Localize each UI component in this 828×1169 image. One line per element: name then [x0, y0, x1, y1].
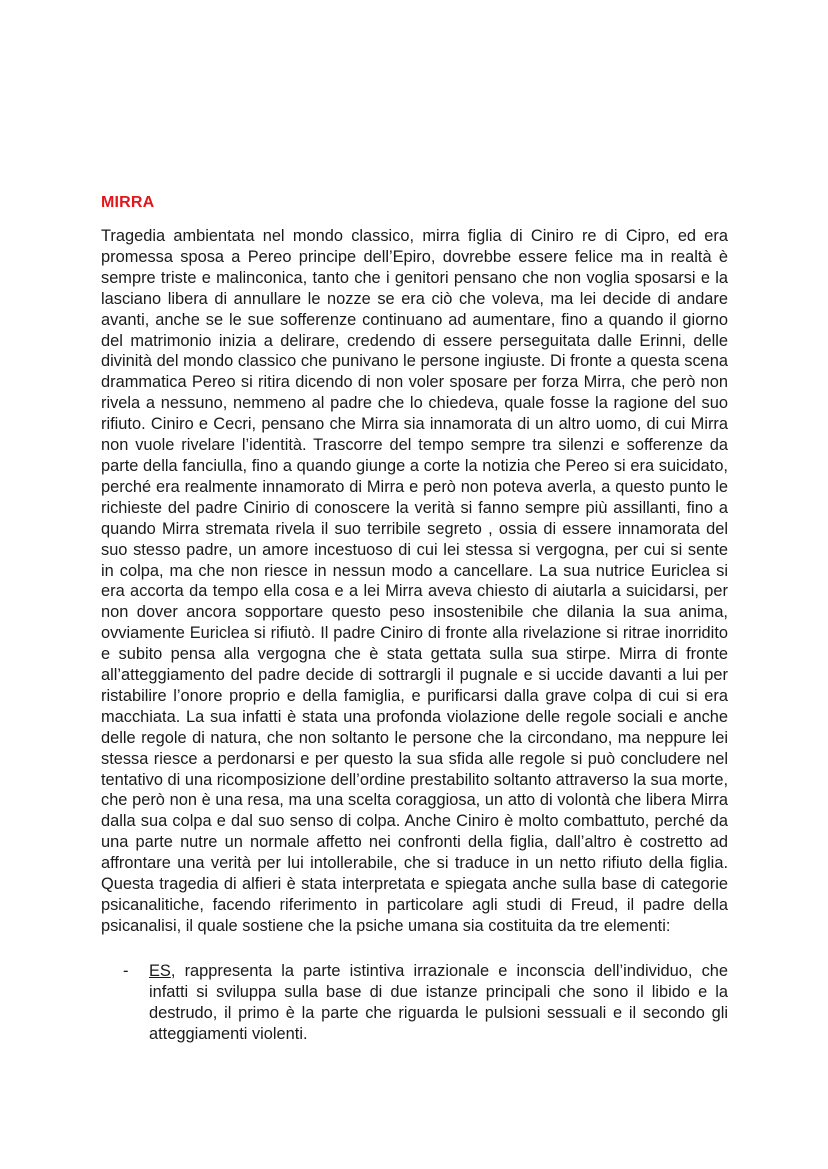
bullet-marker: -	[123, 962, 129, 980]
document-title: MIRRA	[101, 194, 155, 211]
body-paragraph: Tragedia ambientata nel mondo classico, mirra figlia di Ciniro re di Cipro, ed era promessa sposa a Pereo principe dell’Epiro, dovrebbe essere felice ma in realtà è sempre triste e malinconica, tanto che i genitori pensano che non voglia sposarsi e la lasciano libera di annullare le nozze se era ciò che voleva, ma lei decide di andare avanti, anche se le sue sofferenze continuano ad aumentare, fino a quando il giorno del matrimonio inizia a delirare, credendo di essere perseguitata dalle Erinni, delle divinità del mondo classico che punivano le persone ingiuste. Di fronte a questa scena drammatica Pereo si ritira dicendo di non voler sposare per forza Mirra, che però non rivela a nessuno, nemmeno al padre che lo chiedeva, quale fosse la ragione del suo rifiuto. Ciniro e Cecri, pensano che Mirra sia innamorata di un altro uomo, di cui Mirra non vuole rivelare l’identità. Trascorre del tempo sempre tra silenzi e sofferenze da parte della fanciulla, fino a quando giunge a corte la notizia che Pereo si era suicidato, perché era realmente innamorato di Mirra e però non poteva averla, a questo punto le richieste del padre Cinirio di conoscere la verità si fanno sempre più assillanti, fino a quando Mirra stremata rivela il suo terribile segreto , ossia di essere innamorata del suo stesso padre, un amore incestuoso di cui lei stessa si vergogna, per cui si sente in colpa, ma che non riesce in nessun modo a cancellare. La sua nutrice Euriclea si era accorta da tempo ella cosa e a lei Mirra aveva chiesto di aiutarla a suicidarsi, per non dover ancora sopportare questo peso insostenibile che dilania la sua anima, ovviamente Euriclea si rifiutò. Il padre Ciniro di fronte alla rivelazione si ritrae inorridito e subito pensa alla vergogna che è stata gettata sulla sua stirpe. Mirra di fronte all’atteggiamento del padre decide di sottrargli il pugnale e si uccide davanti a lui per ristabilire l’onore proprio e della famiglia, e purificarsi dalla grave colpa di cui si era macchiata. La sua infatti è stata una profonda violazione delle regole sociali e anche delle regole di natura, che non soltanto le persone che la circondano, ma neppure lei stessa riesce a perdonarsi e per questo la sua sfida alle regole si può concludere nel tentativo di una ricomposizione dell’ordine prestabilito soltanto attraverso la sua morte, che però non è una resa, ma una scelta coraggiosa, un atto di volontà che libera Mirra dalla sua colpa e dal suo senso di colpa. Anche Ciniro è molto combattuto, perché da una parte nutre un normale affetto nei confronti della figlia, dall’altro è costretto ad affrontare una verità per lui intollerabile, che si traduce in un netto rifiuto della figlia. Questa tragedia di alfieri è stata interpretata e spiegata anche sulla base di categorie psicanalitiche, facendo riferimento in particolare agli studi di Freud, il padre della psicanalisi, il quale sostiene che la psiche umana sia costituita da tre elementi:	[101, 227, 728, 935]
bullet-term: ES	[149, 962, 171, 980]
bullet-text: , rappresenta la parte istintiva irrazionale e inconscia dell’individuo, che infatti si sviluppa sulla base di due istanze principali che sono il libido e la destrudo, il primo è la parte che riguarda le pulsioni sessuali e il secondo gli atteggiamenti violenti.	[149, 962, 728, 1043]
bullet-list	[101, 961, 728, 1045]
list-item	[101, 961, 728, 1045]
